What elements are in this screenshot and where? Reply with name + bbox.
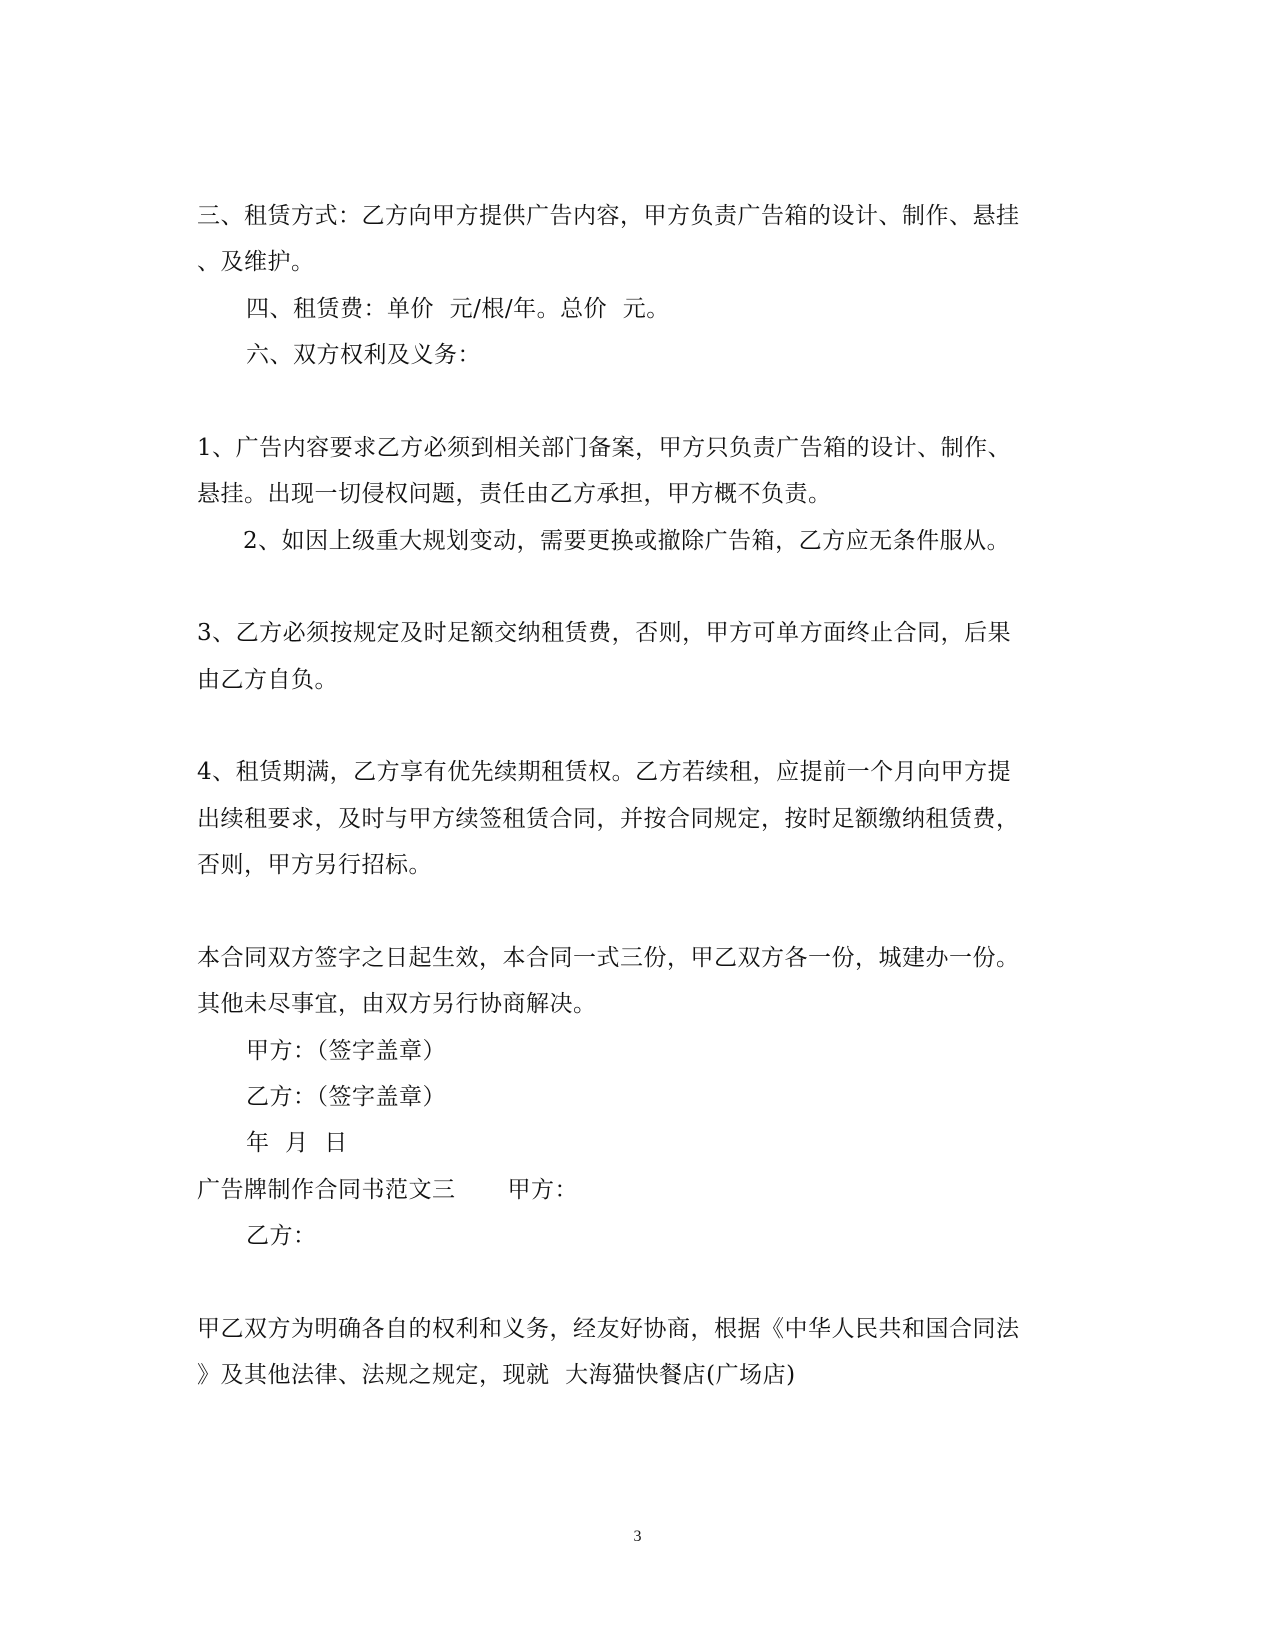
item-4-line-3: 否则，甲方另行招标。 bbox=[197, 852, 432, 878]
item-2: 2、如因上级重大规划变动，需要更换或撤除广告箱，乙方应无条件服从。 bbox=[243, 528, 1011, 554]
effect-clause-line-1: 本合同双方签字之日起生效，本合同一式三份，甲乙双方各一份，城建办一份。 bbox=[197, 945, 1020, 971]
item-4-line-2: 出续租要求，及时与甲方续签租赁合同，并按合同规定，按时足额缴纳租赁费， bbox=[197, 806, 1020, 832]
signature-party-a: 甲方：（签字盖章） bbox=[246, 1038, 446, 1064]
item-3-line-1: 3、乙方必须按规定及时足额交纳租赁费，否则，甲方可单方面终止合同，后果 bbox=[197, 620, 1012, 646]
item-1-line-1: 1、广告内容要求乙方必须到相关部门备案，甲方只负责广告箱的设计、制作、 bbox=[197, 435, 1012, 461]
clause-3-line-1: 三、租赁方式：乙方向甲方提供广告内容，甲方负责广告箱的设计、制作、悬挂 bbox=[197, 203, 1020, 229]
clause-6-heading: 六、双方权利及义务： bbox=[246, 342, 481, 368]
item-3-line-2: 由乙方自负。 bbox=[197, 667, 338, 693]
contract-heading-row bbox=[197, 1175, 578, 1205]
clause-3-line-2: 、及维护。 bbox=[197, 249, 315, 275]
signature-date: 年 月 日 bbox=[246, 1130, 348, 1156]
preamble-line-1: 甲乙双方为明确各自的权利和义务，经友好协商，根据《中华人民共和国合同法 bbox=[197, 1316, 1020, 1342]
item-1-line-2: 悬挂。出现一切侵权问题，责任由乙方承担，甲方概不负责。 bbox=[197, 481, 832, 507]
page-number: 3 bbox=[633, 1528, 642, 1545]
contract-heading: 广告牌制作合同书范文三 bbox=[197, 1177, 456, 1203]
item-4-line-1: 4、租赁期满，乙方享有优先续期租赁权。乙方若续租，应提前一个月向甲方提 bbox=[197, 759, 1012, 785]
party-b-label: 乙方： bbox=[246, 1223, 317, 1249]
clause-4-fee: 四、租赁费：单价 元/根/年。总价 元。 bbox=[246, 296, 670, 322]
heading-party-a: 甲方： bbox=[507, 1177, 578, 1203]
effect-clause-line-2: 其他未尽事宜，由双方另行协商解决。 bbox=[197, 991, 597, 1017]
preamble-line-2: 》及其他法律、法规之规定，现就 大海猫快餐店(广场店) bbox=[197, 1362, 796, 1388]
signature-party-b: 乙方：（签字盖章） bbox=[246, 1084, 446, 1110]
